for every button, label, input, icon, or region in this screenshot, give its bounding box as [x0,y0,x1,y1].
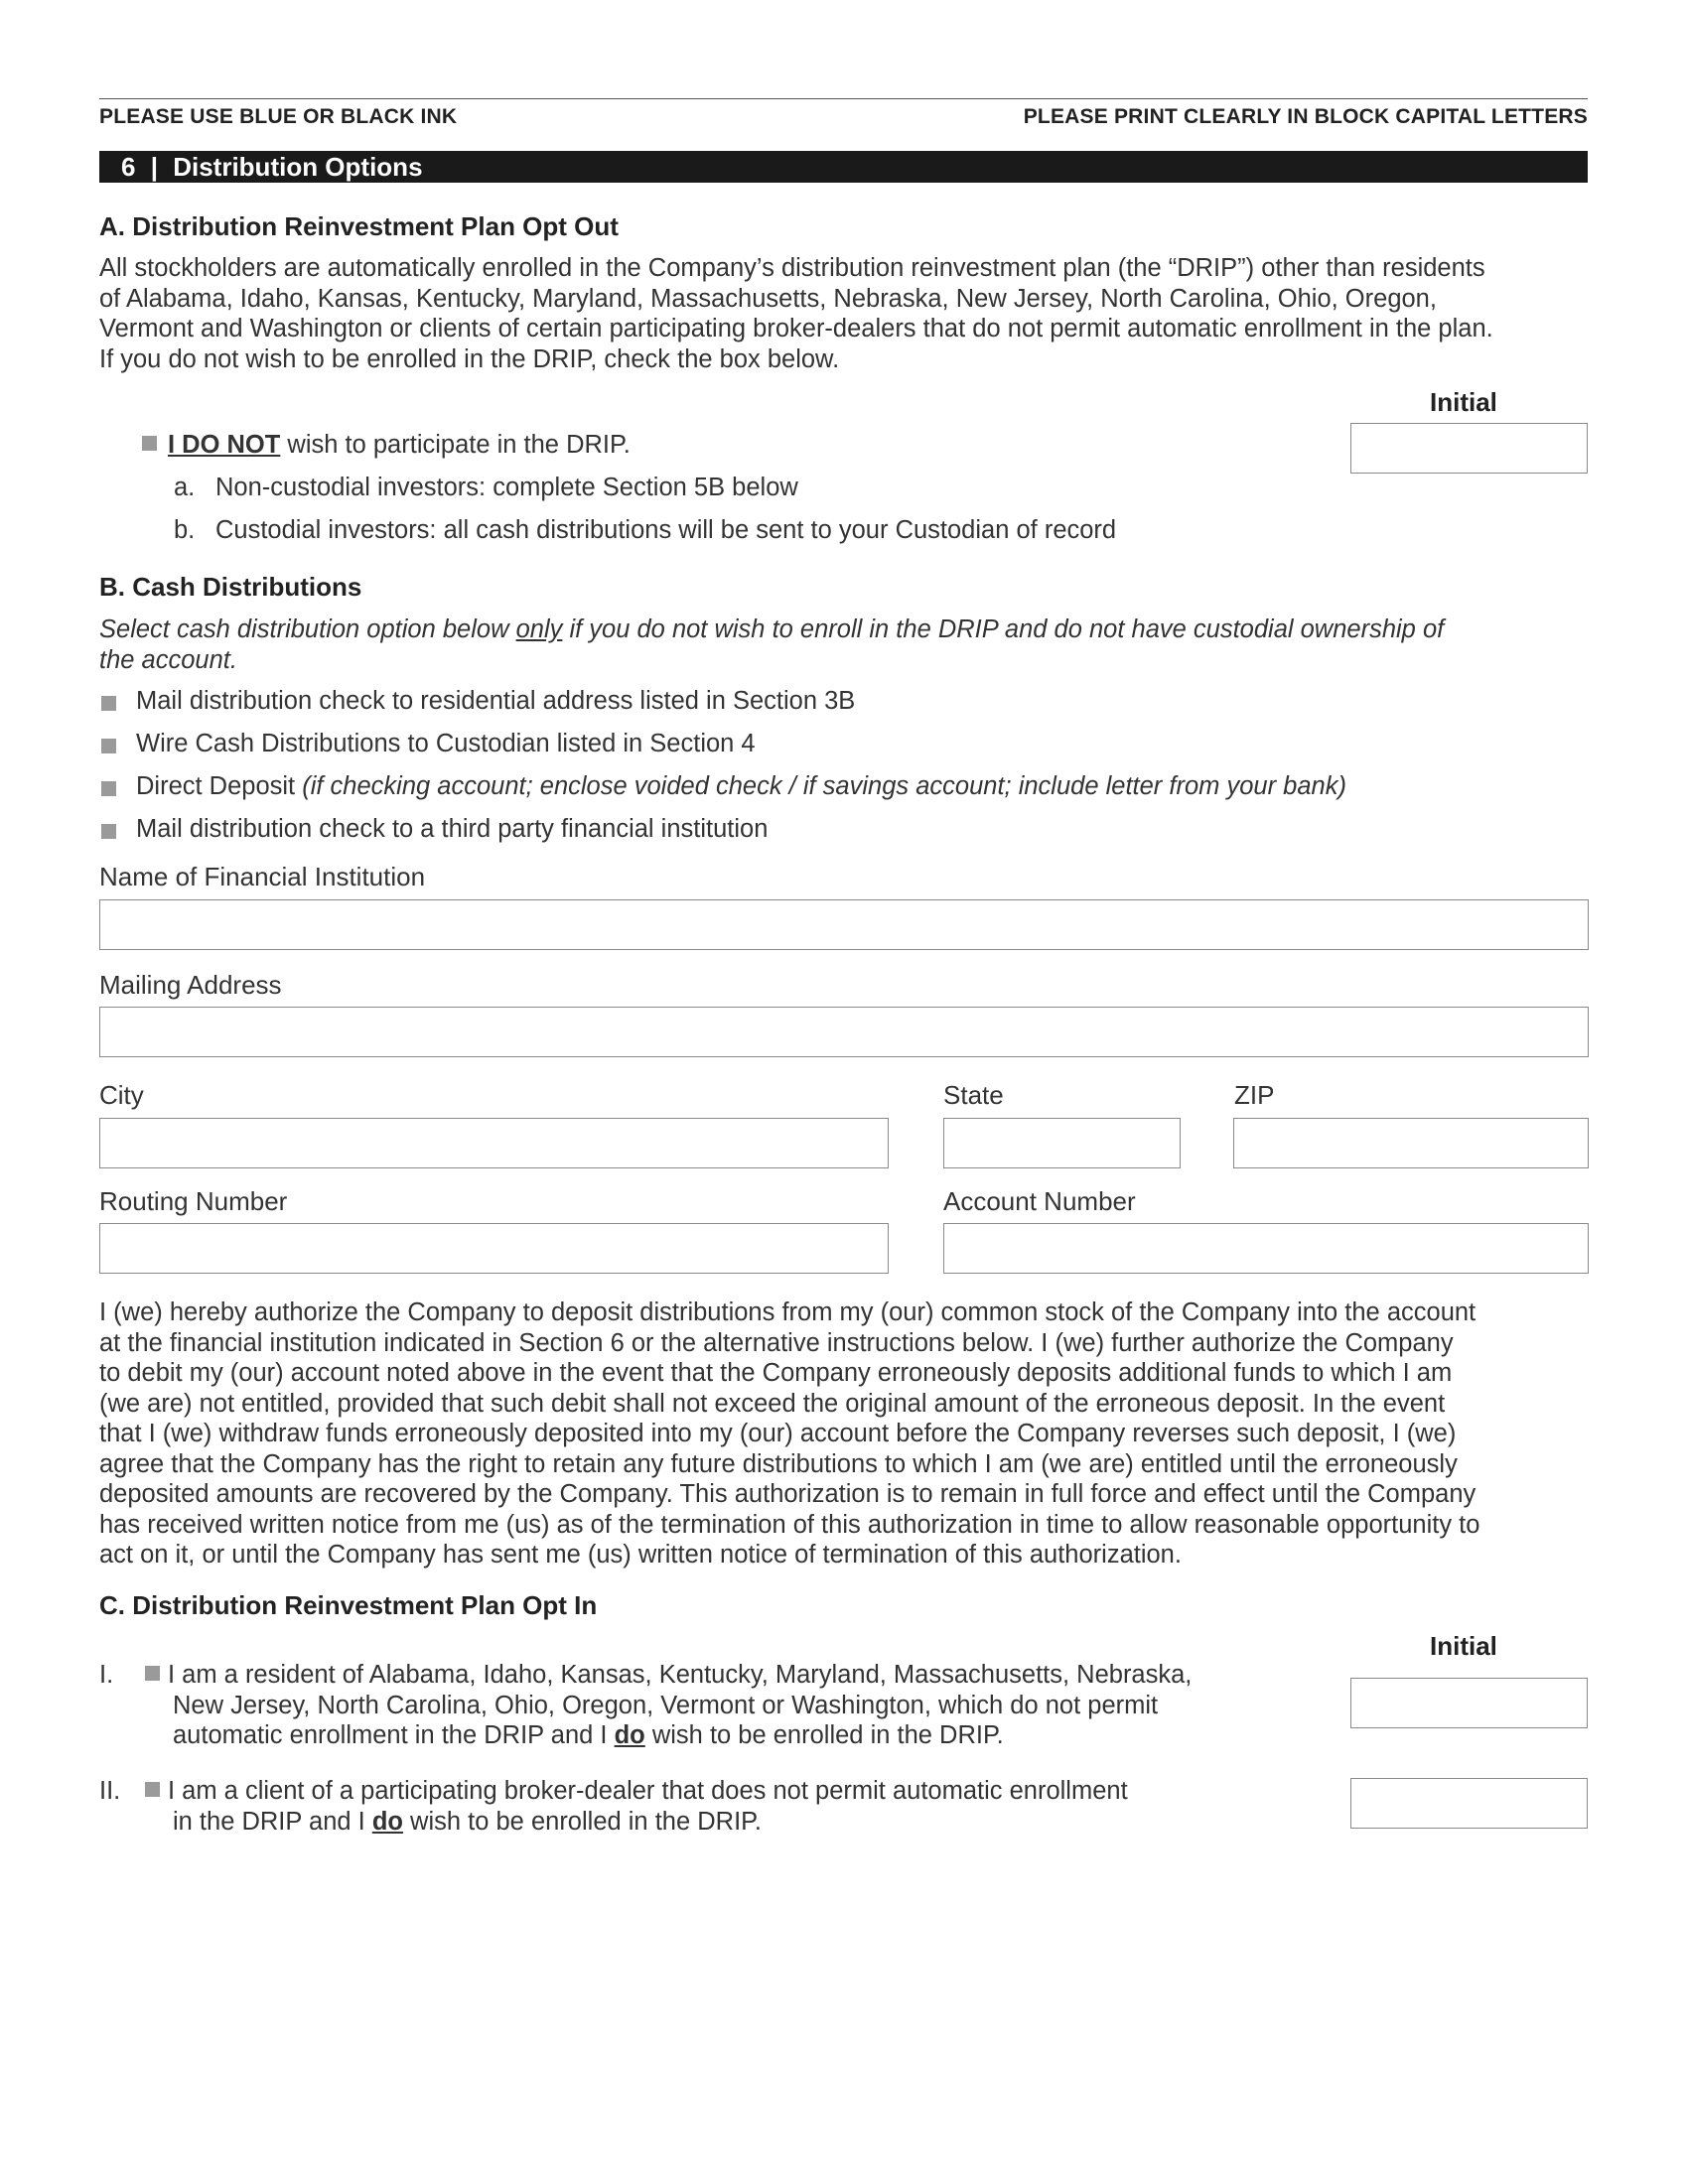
checkbox-opt-in-broker-client[interactable] [145,1782,160,1797]
opt-out-text: wish to participate in the DRIP. [280,431,631,459]
checkbox-opt-out[interactable] [142,436,157,451]
sub-item-b [174,515,1116,546]
authorization-line: I (we) hereby authorize the Company to deposit distributions from my (our) common stock of the Company into the account [99,1298,1477,1326]
part-a-line: of Alabama, Idaho, Kansas, Kentucky, Maryland, Massachusetts, Nebraska, New Jersey, North Carolina, Ohio, Oregon, [99,284,1437,313]
state-label: State [943,1080,1004,1110]
institution-name-label: Name of Financial Institution [99,862,426,891]
instr-post: if you do not wish to enroll in the DRIP and do not have custodial ownership of [562,615,1445,643]
instr-emphasis: only [515,615,563,643]
authorization-line: agree that the Company has the right to retain any future distributions to which I am (we are) entitled until the erroneously [99,1449,1458,1478]
state-field[interactable] [943,1118,1181,1168]
initial-field-opt-in-broker-client[interactable] [1350,1778,1588,1829]
sub-item-a [174,473,798,503]
city-field[interactable] [99,1118,889,1168]
opt-in-item-resident[interactable] [99,1660,1192,1751]
authorization-text [99,1297,1609,1570]
checkbox-wire-custodian[interactable] [101,739,116,753]
item-marker: II. [99,1777,121,1805]
opt-out-emphasis: I DO NOT [168,431,281,459]
ink-instruction: PLEASE USE BLUE OR BLACK INK [99,105,458,128]
authorization-line: has received written notice from me (us) as of the termination of this authorization in time to allow reasonable opportunity to [99,1510,1480,1539]
option-text: Mail distribution check to a third party financial institution [136,815,769,843]
option-text: Mail distribution check to residential address listed in Section 3B [136,687,856,715]
initial-label-c: Initial [1430,1631,1497,1661]
instr-pre: Select cash distribution option below [99,615,516,643]
section-separator: | [150,152,158,182]
part-b-heading: B. Cash Distributions [99,572,362,602]
header-rule [99,98,1588,99]
option-note: (if checking account; enclose voided check / if savings account; include letter from your bank) [302,772,1346,800]
mailing-address-field[interactable] [99,1007,1589,1057]
routing-number-field[interactable] [99,1223,889,1274]
checkbox-direct-deposit[interactable] [101,781,116,796]
option-text: Wire Cash Distributions to Custodian listed in Section 4 [136,730,756,757]
initial-label-a: Initial [1430,387,1497,417]
part-a-line: All stockholders are automatically enrolled in the Company’s distribution reinvestment plan (the “DRIP”) other than residents [99,254,1485,282]
authorization-line: act on it, or until the Company has sent me (us) written notice of termination of this authorization. [99,1541,1182,1569]
instr-line2: the account. [99,645,237,674]
checkbox-opt-in-resident[interactable] [145,1666,160,1681]
opt-in-item-broker-client[interactable] [99,1776,1128,1837]
opt-in-line: New Jersey, North Carolina, Ohio, Oregon, Vermont or Washington, which do not permit [173,1691,1159,1719]
sub-item-marker: a. [174,474,196,501]
section-header-bar [99,151,1588,183]
opt-in-line: I am a client of a participating broker-dealer that does not permit automatic enrollment [168,1777,1128,1805]
opt-in-line-post: wish to be enrolled in the DRIP. [644,1721,1004,1749]
initial-field-opt-out[interactable] [1350,423,1588,474]
authorization-line: deposited amounts are recovered by the Company. This authorization is to remain in full force and effect until the Company [99,1480,1477,1508]
sub-item-text: Custodial investors: all cash distributions will be sent to your Custodian of record [215,516,1117,544]
account-number-label: Account Number [943,1186,1136,1216]
option-text: Direct Deposit [136,772,303,800]
opt-in-line: I am a resident of Alabama, Idaho, Kansas, Kentucky, Maryland, Massachusetts, Nebraska, [168,1661,1193,1689]
zip-field[interactable] [1233,1118,1589,1168]
sub-item-text: Non-custodial investors: complete Section 5B below [215,474,798,501]
section-number: 6 [121,152,136,182]
checkbox-mail-residential[interactable] [101,696,116,711]
authorization-line: to debit my (our) account noted above in the event that the Company erroneously deposits additional funds to which I am [99,1359,1453,1387]
authorization-line: at the financial institution indicated in Section 6 or the alternative instructions below. I (we) further authorize the Company [99,1328,1454,1357]
account-number-field[interactable] [943,1223,1589,1274]
city-label: City [99,1080,144,1110]
print-instruction: PLEASE PRINT CLEARLY IN BLOCK CAPITAL LETTERS [1023,105,1588,128]
authorization-line: (we are) not entitled, provided that such debit shall not exceed the original amount of the erroneous deposit. In the event [99,1389,1446,1418]
opt-in-line-pre: in the DRIP and I [173,1807,372,1836]
institution-name-field[interactable] [99,899,1589,950]
item-marker: I. [99,1661,114,1689]
part-a-line: If you do not wish to be enrolled in the DRIP, check the box below. [99,344,840,373]
routing-number-label: Routing Number [99,1186,288,1216]
opt-in-emphasis: do [614,1721,645,1749]
cash-option-mail-residential[interactable] [101,686,855,717]
cash-option-direct-deposit[interactable] [101,771,1346,802]
initial-field-opt-in-resident[interactable] [1350,1678,1588,1728]
part-a-line: Vermont and Washington or clients of certain participating broker-dealers that do not permit automatic enrollment in the plan. [99,315,1493,342]
opt-in-line-post: wish to be enrolled in the DRIP. [402,1807,762,1836]
part-c-heading: C. Distribution Reinvestment Plan Opt In [99,1590,598,1620]
opt-in-line-pre: automatic enrollment in the DRIP and I [173,1721,615,1749]
opt-out-option[interactable] [142,430,631,461]
part-a-description [99,253,1599,374]
part-b-instructions [99,614,1599,675]
sub-item-marker: b. [174,516,196,544]
opt-in-emphasis: do [371,1807,403,1836]
part-a-heading: A. Distribution Reinvestment Plan Opt Out [99,211,619,241]
authorization-line: that I (we) withdraw funds erroneously deposited into my (our) account before the Company reverses such deposit, I (we) [99,1420,1457,1447]
cash-option-wire-custodian[interactable] [101,729,756,759]
checkbox-third-party[interactable] [101,824,116,839]
cash-option-third-party[interactable] [101,814,768,845]
zip-label: ZIP [1234,1080,1275,1110]
section-title: Distribution Options [173,152,423,182]
mailing-address-label: Mailing Address [99,970,282,1000]
